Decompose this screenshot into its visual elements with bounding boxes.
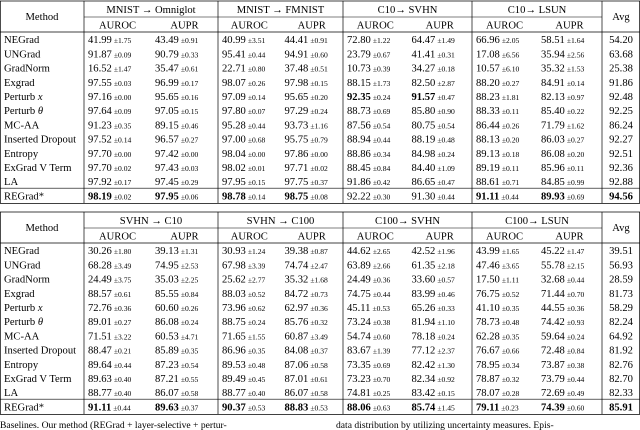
metric-cell: 91.30 ±0.44	[411, 191, 455, 203]
avg-cell: 92.25	[609, 106, 633, 118]
table-row	[4, 64, 633, 75]
metric-cell: 30.26 ±1.80	[88, 246, 132, 258]
method-name: Entropy	[4, 148, 39, 160]
metric-cell: 68.28 ±3.49	[88, 260, 132, 272]
metric-cell: 90.79 ±0.33	[155, 49, 199, 61]
metric-subheader: AUROC	[98, 231, 137, 243]
metric-cell: 84.08 ±0.37	[284, 345, 328, 357]
metric-cell: 84.91 ±0.14	[541, 77, 585, 89]
table-row	[4, 303, 633, 314]
metric-cell: 35.94 ±2.56	[541, 49, 585, 61]
metric-cell: 88.23 ±1.81	[476, 92, 520, 103]
metric-cell: 91.11 ±0.44	[88, 402, 131, 414]
method-name: ExGrad V Term	[4, 374, 72, 385]
metric-cell: 45.11 ±0.53	[347, 303, 390, 314]
metric-cell: 86.08 ±0.24	[155, 317, 199, 329]
metric-cell: 86.44 ±0.26	[476, 120, 520, 132]
method-name: Perturb x	[4, 303, 43, 314]
method-name: Perturb θ	[4, 106, 44, 118]
metric-cell: 80.75 ±0.54	[411, 120, 455, 132]
avg-cell: 28.59	[609, 274, 633, 286]
metric-cell: 88.94 ±0.44	[347, 134, 391, 146]
metric-subheader: AUPR	[425, 231, 454, 243]
metric-cell: 60.87 ±3.49	[284, 331, 328, 343]
metric-cell: 98.19 ±0.02	[88, 191, 132, 203]
method-name: REGrad*	[4, 191, 45, 203]
metric-cell: 98.78 ±0.14	[222, 191, 266, 203]
avg-cell: 92.51	[609, 148, 633, 160]
metric-cell: 88.15 ±1.73	[347, 77, 391, 89]
method-name: GradNorm	[4, 274, 50, 286]
avg-cell: 82.33	[609, 388, 633, 400]
metric-cell: 82.42 ±1.30	[411, 359, 455, 371]
metric-cell: 88.75 ±0.24	[222, 317, 266, 329]
table-row	[4, 135, 633, 146]
metric-cell: 97.09 ±0.14	[222, 92, 266, 103]
metric-subheader: AUPR	[170, 231, 199, 243]
metric-subheader: AUROC	[230, 20, 268, 32]
metric-cell: 89.63 ±0.40	[88, 374, 132, 385]
metric-cell: 44.62 ±2.65	[347, 246, 391, 258]
metric-cell: 88.13 ±0.20	[476, 134, 520, 146]
metric-cell: 87.56 ±0.54	[347, 120, 391, 132]
metric-cell: 88.20 ±0.27	[476, 77, 520, 89]
metric-cell: 88.61 ±0.71	[476, 177, 520, 189]
metric-cell: 88.45 ±0.84	[347, 163, 391, 174]
metric-cell: 88.19 ±0.48	[411, 134, 455, 146]
metric-cell: 89.15 ±0.46	[155, 120, 199, 132]
metric-cell: 95.65 ±0.16	[155, 92, 199, 103]
metric-cell: 97.45 ±0.29	[155, 177, 199, 189]
metric-cell: 92.22 ±0.30	[347, 191, 391, 203]
metric-cell: 91.23 ±0.35	[88, 120, 132, 132]
metric-cell: 71.51 ±3.22	[88, 331, 132, 343]
dataset-group-header: C10→ LSUN	[507, 5, 567, 16]
table-row	[4, 360, 633, 371]
method-header: Method	[25, 223, 59, 234]
metric-cell: 72.48 ±0.84	[541, 345, 585, 357]
avg-cell: 82.70	[609, 374, 633, 385]
avg-cell: 64.92	[609, 331, 633, 343]
metric-cell: 86.07 ±0.58	[155, 388, 199, 400]
metric-cell: 84.72 ±0.73	[284, 288, 328, 300]
metric-cell: 97.00 ±0.68	[222, 134, 266, 146]
avg-cell: 92.48	[609, 92, 633, 103]
metric-cell: 95.65 ±0.20	[284, 92, 328, 103]
metric-cell: 95.75 ±0.79	[284, 134, 328, 146]
table-row	[4, 275, 633, 286]
metric-subheader: AUPR	[555, 20, 584, 32]
metric-cell: 95.28 ±0.44	[222, 120, 266, 132]
metric-subheader: AUROC	[485, 231, 524, 243]
metric-cell: 32.68 ±0.44	[541, 274, 585, 286]
metric-cell: 78.73 ±0.48	[476, 317, 520, 329]
metric-cell: 87.06 ±0.58	[284, 359, 328, 371]
metric-cell: 86.03 ±0.27	[541, 134, 585, 146]
avg-cell: 39.51	[609, 246, 633, 258]
metric-cell: 82.50 ±2.87	[411, 77, 455, 89]
metric-cell: 78.87 ±0.32	[476, 374, 520, 385]
metric-cell: 88.86 ±0.34	[347, 148, 391, 160]
metric-cell: 74.74 ±2.47	[284, 260, 328, 272]
metric-cell: 73.23 ±0.70	[347, 374, 391, 385]
metric-cell: 84.98 ±0.24	[411, 148, 455, 160]
metric-subheader: AUROC	[98, 20, 137, 32]
metric-cell: 76.75 ±0.52	[476, 288, 520, 300]
metric-cell: 97.43 ±0.03	[155, 163, 199, 174]
table-row	[4, 163, 633, 174]
table-row	[4, 191, 633, 202]
metric-cell: 86.96 ±0.35	[222, 345, 266, 357]
method-name: Inserted Dropout	[4, 345, 77, 357]
avg-cell: 58.29	[609, 303, 633, 314]
metric-cell: 64.47 ±1.49	[411, 35, 455, 47]
metric-cell: 94.91 ±0.60	[284, 49, 328, 61]
metric-cell: 91.87 ±0.09	[88, 49, 132, 61]
metric-cell: 35.32 ±1.53	[541, 63, 585, 75]
metric-cell: 77.12 ±2.37	[411, 345, 455, 357]
metric-cell: 92.35 ±0.24	[347, 92, 391, 103]
table-row	[4, 289, 633, 300]
metric-cell: 78.95 ±0.34	[476, 359, 520, 371]
metric-cell: 97.29 ±0.24	[284, 106, 328, 118]
metric-cell: 97.92 ±0.17	[88, 177, 132, 189]
metric-cell: 44.55 ±0.36	[541, 303, 585, 314]
avg-cell: 63.68	[609, 49, 633, 61]
dataset-group-header: SVHN → C10	[119, 216, 183, 227]
metric-cell: 73.24 ±0.38	[347, 317, 391, 329]
metric-cell: 97.98 ±0.15	[284, 77, 328, 89]
dataset-group-header: MNIST → FMNIST	[236, 5, 325, 16]
metric-cell: 71.79 ±1.62	[541, 120, 585, 132]
metric-cell: 73.35 ±0.69	[347, 359, 391, 371]
metric-subheader: AUPR	[297, 231, 326, 243]
metric-cell: 93.73 ±1.16	[284, 120, 328, 132]
metric-cell: 84.40 ±1.09	[411, 163, 455, 174]
metric-cell: 65.26 ±0.33	[411, 303, 455, 314]
metric-cell: 41.99 ±1.75	[88, 35, 132, 47]
metric-cell: 79.11 ±0.23	[476, 402, 519, 414]
table-row	[4, 78, 633, 89]
method-name: REGrad*	[4, 402, 45, 414]
method-name: MC-AA	[4, 120, 40, 132]
metric-cell: 55.78 ±2.15	[541, 260, 585, 272]
metric-cell: 54.74 ±0.60	[347, 331, 391, 343]
metric-cell: 97.70 ±0.02	[88, 163, 132, 174]
table-row	[4, 49, 633, 60]
avg-cell: 86.24	[609, 120, 633, 132]
metric-cell: 63.89 ±2.66	[347, 260, 391, 272]
table-row	[4, 331, 633, 342]
metric-cell: 39.38 ±0.87	[284, 246, 328, 258]
metric-cell: 10.57 ±6.10	[476, 63, 520, 75]
metric-cell: 88.77 ±0.40	[88, 388, 132, 400]
metric-cell: 39.13 ±1.31	[155, 246, 199, 258]
metric-cell: 85.89 ±0.35	[155, 345, 199, 357]
table-row	[4, 388, 633, 399]
metric-cell: 88.83 ±0.53	[284, 402, 328, 414]
method-name: NEGrad	[4, 35, 40, 47]
table-row	[4, 92, 633, 103]
metric-cell: 74.42 ±0.93	[541, 317, 585, 329]
metric-subheader: AUROC	[356, 231, 394, 243]
avg-cell: 92.88	[609, 177, 633, 189]
metric-cell: 88.73 ±0.69	[347, 106, 391, 118]
metric-subheader: AUPR	[297, 20, 326, 32]
metric-cell: 47.46 ±3.65	[476, 260, 520, 272]
table-row	[4, 374, 633, 385]
table-row	[4, 120, 634, 131]
metric-cell: 10.73 ±0.39	[347, 63, 391, 75]
metric-cell: 74.39 ±0.60	[541, 402, 585, 414]
metric-cell: 89.93 ±0.69	[541, 191, 585, 203]
table-row	[4, 317, 634, 328]
method-name: Exgrad	[4, 288, 35, 300]
metric-cell: 89.63 ±0.37	[155, 402, 199, 414]
metric-cell: 97.86 ±0.00	[284, 148, 328, 160]
method-name: Perturb x	[4, 92, 43, 103]
metric-cell: 30.93 ±1.24	[222, 246, 266, 258]
metric-cell: 72.69 ±0.49	[541, 388, 585, 400]
avg-cell: 82.76	[609, 359, 633, 371]
metric-cell: 97.71 ±0.02	[284, 163, 328, 174]
metric-cell: 40.99 ±3.51	[222, 35, 266, 47]
metric-cell: 34.27 ±0.18	[411, 63, 455, 75]
metric-cell: 67.98 ±3.39	[222, 260, 266, 272]
avg-cell: 92.27	[609, 134, 633, 146]
metric-cell: 89.01 ±0.27	[88, 317, 132, 329]
metric-cell: 83.99 ±0.46	[411, 288, 455, 300]
metric-cell: 85.40 ±0.22	[541, 106, 585, 118]
metric-cell: 60.53 ±4.71	[155, 331, 199, 343]
metric-cell: 72.80 ±1.22	[347, 35, 391, 47]
method-name: LA	[4, 177, 19, 189]
metric-cell: 95.41 ±0.44	[222, 49, 266, 61]
metric-cell: 91.86 ±0.42	[347, 177, 391, 189]
metric-cell: 97.80 ±0.07	[222, 106, 266, 118]
method-name: GradNorm	[4, 63, 50, 75]
metric-cell: 74.75 ±0.44	[347, 288, 391, 300]
metric-cell: 33.60 ±0.57	[411, 274, 455, 286]
metric-cell: 42.52 ±1.96	[411, 246, 455, 258]
metric-subheader: AUROC	[485, 20, 524, 32]
metric-cell: 91.57 ±0.47	[411, 92, 455, 103]
metric-cell: 62.28 ±0.35	[476, 331, 520, 343]
metric-cell: 43.99 ±1.65	[476, 246, 520, 258]
method-name: Inserted Dropout	[4, 134, 77, 146]
metric-cell: 97.64 ±0.09	[88, 106, 132, 118]
metric-cell: 73.87 ±0.38	[541, 359, 585, 371]
metric-cell: 85.76 ±0.32	[284, 317, 328, 329]
metric-cell: 83.67 ±1.39	[347, 345, 391, 357]
dataset-group-header: C10→ SVHN	[377, 5, 438, 16]
metric-cell: 72.76 ±0.36	[88, 303, 132, 314]
metric-cell: 97.55 ±0.03	[88, 77, 132, 89]
metric-cell: 17.50 ±1.11	[476, 274, 520, 286]
metric-cell: 87.21 ±0.55	[155, 374, 199, 385]
metric-cell: 85.55 ±0.84	[155, 288, 199, 300]
metric-cell: 89.13 ±0.18	[476, 148, 520, 160]
dataset-group-header: C100→ SVHN	[374, 216, 441, 227]
table-row	[4, 246, 633, 257]
metric-cell: 91.11 ±0.44	[476, 191, 519, 203]
metric-cell: 89.19 ±0.11	[476, 163, 520, 174]
method-name: UNGrad	[4, 49, 41, 61]
results-table-1	[4, 5, 634, 202]
metric-cell: 25.62 ±2.77	[222, 274, 266, 286]
metric-subheader: AUROC	[230, 231, 268, 243]
metric-cell: 88.06 ±0.63	[347, 402, 391, 414]
dataset-group-header: MNIST → Omniglot	[106, 5, 196, 16]
table-row	[4, 260, 633, 271]
metric-cell: 86.07 ±0.58	[284, 388, 328, 400]
metric-cell: 73.96 ±0.62	[222, 303, 266, 314]
metric-cell: 88.57 ±0.61	[88, 288, 132, 300]
metric-cell: 35.47 ±0.61	[155, 63, 199, 75]
metric-subheader: AUROC	[356, 20, 394, 32]
method-name: NEGrad	[4, 246, 40, 258]
metric-subheader: AUPR	[170, 20, 199, 32]
method-name: Entropy	[4, 359, 39, 371]
metric-cell: 85.74 ±1.45	[411, 402, 455, 414]
metric-cell: 61.35 ±2.18	[411, 260, 455, 272]
metric-cell: 89.53 ±0.48	[222, 359, 266, 371]
metric-cell: 59.64 ±0.24	[541, 331, 585, 343]
table-row	[4, 346, 633, 357]
caption-right-text: data distribution by utilizing uncertainty measures. Epis-	[336, 420, 554, 430]
metric-cell: 97.75 ±0.37	[284, 177, 328, 189]
metric-cell: 98.75 ±0.08	[284, 191, 328, 203]
method-name: MC-AA	[4, 331, 40, 343]
table-row	[4, 402, 633, 413]
metric-cell: 60.60 ±0.26	[155, 303, 199, 314]
metric-cell: 82.34 ±0.92	[411, 374, 455, 385]
metric-cell: 23.79 ±0.67	[347, 49, 391, 61]
avg-header: Avg	[612, 223, 630, 234]
metric-cell: 87.01 ±0.61	[284, 374, 328, 385]
metric-cell: 81.94 ±1.10	[411, 317, 455, 329]
avg-cell: 56.93	[609, 260, 633, 272]
metric-cell: 37.48 ±0.51	[284, 63, 328, 75]
metric-cell: 74.95 ±2.53	[155, 260, 199, 272]
metric-cell: 97.16 ±0.00	[88, 92, 132, 103]
metric-cell: 86.08 ±0.20	[541, 148, 585, 160]
avg-cell: 54.20	[609, 35, 633, 47]
metric-cell: 16.52 ±1.47	[88, 63, 132, 75]
metric-cell: 83.42 ±0.15	[411, 388, 455, 400]
metric-cell: 85.96 ±0.11	[541, 163, 585, 174]
metric-cell: 96.99 ±0.17	[155, 77, 199, 89]
method-name: Exgrad	[4, 77, 35, 89]
metric-cell: 97.42 ±0.00	[155, 148, 199, 160]
metric-cell: 97.70 ±0.00	[88, 148, 132, 160]
metric-cell: 41.10 ±0.35	[476, 303, 520, 314]
metric-cell: 97.05 ±0.15	[155, 106, 199, 118]
metric-cell: 82.13 ±0.97	[541, 92, 585, 103]
metric-cell: 78.07 ±0.28	[476, 388, 520, 400]
metric-cell: 97.95 ±0.06	[155, 191, 199, 203]
metric-cell: 44.41 ±0.91	[284, 35, 328, 47]
metric-cell: 35.03 ±2.25	[155, 274, 199, 286]
metric-cell: 97.52 ±0.14	[88, 134, 132, 146]
avg-cell: 25.38	[609, 63, 633, 75]
metric-cell: 89.64 ±0.44	[88, 359, 132, 371]
metric-cell: 58.51 ±1.64	[541, 35, 585, 47]
metric-cell: 78.18 ±0.24	[411, 331, 455, 343]
metric-cell: 24.49 ±0.36	[347, 274, 391, 286]
avg-cell: 82.24	[609, 317, 633, 329]
avg-cell: 91.86	[609, 77, 633, 89]
avg-cell: 85.91	[609, 402, 633, 414]
metric-cell: 98.04 ±0.00	[222, 148, 266, 160]
metric-cell: 71.65 ±1.55	[222, 331, 266, 343]
metric-cell: 22.71 ±0.80	[222, 63, 266, 75]
metric-cell: 74.81 ±0.25	[347, 388, 391, 400]
metric-cell: 97.95 ±0.15	[222, 177, 266, 189]
metric-cell: 89.49 ±0.45	[222, 374, 266, 385]
metric-cell: 96.57 ±0.27	[155, 134, 199, 146]
method-name: ExGrad V Term	[4, 163, 72, 174]
method-header: Method	[25, 12, 59, 23]
metric-cell: 88.33 ±0.11	[476, 106, 520, 118]
caption-strip	[0, 420, 640, 430]
metric-cell: 88.47 ±0.21	[88, 345, 132, 357]
avg-cell: 92.36	[609, 163, 633, 174]
metric-cell: 45.22 ±1.47	[541, 246, 585, 258]
metric-cell: 24.49 ±3.75	[88, 274, 132, 286]
caption-left-text: Baselines. Our method (REGrad + layer-selective + pertur-	[0, 420, 227, 430]
metric-cell: 71.44 ±0.70	[541, 288, 585, 300]
metric-cell: 76.67 ±0.66	[476, 345, 520, 357]
metric-subheader: AUPR	[425, 20, 454, 32]
metric-cell: 90.37 ±0.53	[222, 402, 266, 414]
metric-cell: 85.80 ±0.90	[411, 106, 455, 118]
metric-cell: 41.41 ±0.31	[411, 49, 455, 61]
dataset-group-header: SVHN → C100	[246, 216, 315, 227]
metric-cell: 66.96 ±2.05	[476, 35, 520, 47]
avg-cell: 81.73	[609, 288, 633, 300]
metric-cell: 88.03 ±0.52	[222, 288, 266, 300]
metric-cell: 86.65 ±0.47	[411, 177, 455, 189]
avg-cell: 81.92	[609, 345, 633, 357]
results-table-2	[4, 216, 634, 413]
method-name: UNGrad	[4, 260, 41, 272]
metric-cell: 84.85 ±0.99	[541, 177, 585, 189]
table-row	[4, 149, 633, 160]
table-row	[4, 106, 633, 117]
method-name: Perturb θ	[4, 317, 44, 329]
metric-cell: 87.23 ±0.54	[155, 359, 199, 371]
metric-cell: 98.07 ±0.26	[222, 77, 266, 89]
avg-header: Avg	[612, 12, 630, 23]
table-row	[4, 177, 633, 188]
metric-cell: 35.32 ±1.68	[284, 274, 328, 286]
metric-cell: 73.79 ±0.44	[541, 374, 585, 385]
method-name: LA	[4, 388, 19, 400]
dataset-group-header: C100→ LSUN	[505, 216, 569, 227]
metric-cell: 17.08 ±6.56	[476, 49, 520, 61]
avg-cell: 94.56	[609, 191, 633, 203]
metric-cell: 43.49 ±0.91	[155, 35, 199, 47]
metric-cell: 62.97 ±0.36	[284, 303, 328, 314]
metric-subheader: AUPR	[555, 231, 584, 243]
table-row	[4, 35, 633, 46]
metric-cell: 98.02 ±0.01	[222, 163, 266, 174]
metric-cell: 88.77 ±0.40	[222, 388, 266, 400]
